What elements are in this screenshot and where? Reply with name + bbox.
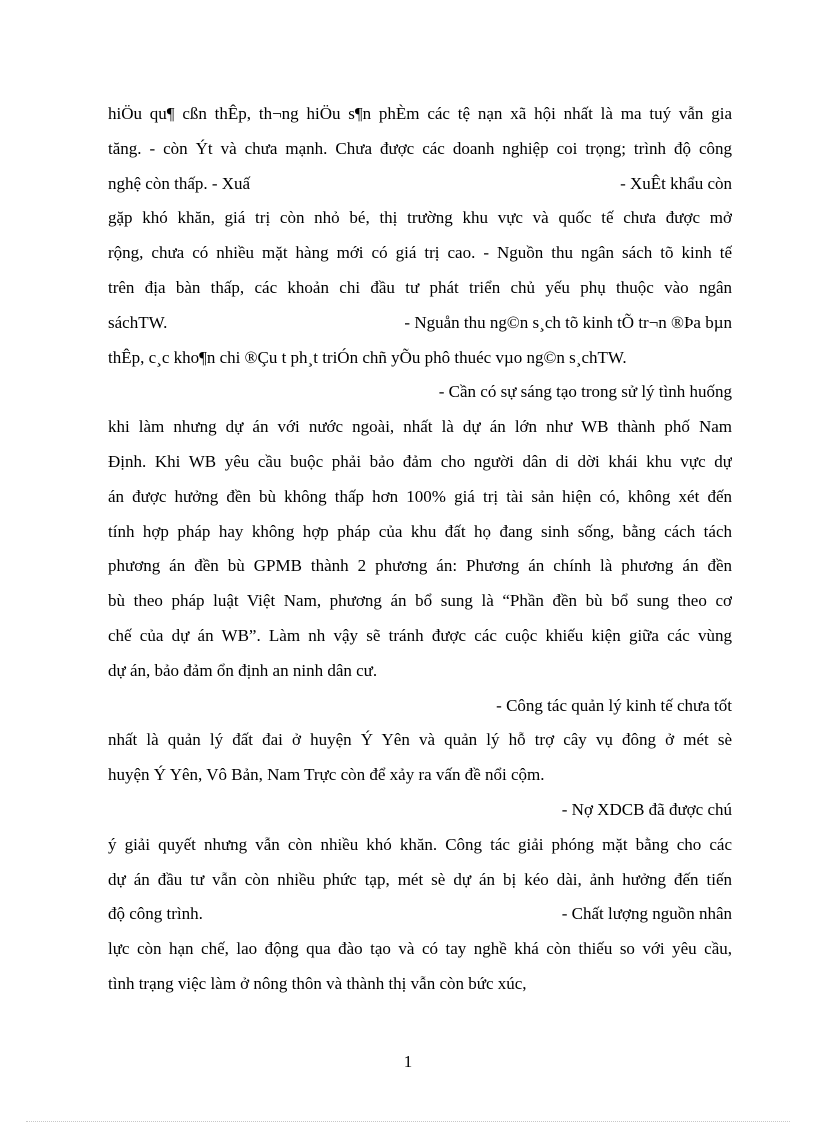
text-line: thÊp, c¸c kho¶n chi ®Çu t ph¸t triÓn chñ yÕu phô thuéc vµo ng©n s¸chTW.	[108, 348, 627, 367]
page-number: 1	[403, 1052, 413, 1071]
text-line: chế của dự án WB”. Làm nh vậy sẽ tránh được các cuộc khiếu kiện giữa các vùng	[108, 626, 732, 645]
text-line: dự án, bảo đảm ổn định an ninh dân cư.	[108, 661, 378, 680]
text-line: gặp khó khăn, giá trị còn nhỏ bé, thị trường khu vực và quốc tế chưa được mở	[108, 208, 732, 227]
text-line-tail: - Chất lượng nguồn nhân	[561, 904, 732, 923]
text-line: khi làm nhưng dự án với nước ngoài, nhất là dự án lớn như WB thành phố Nam	[108, 417, 732, 436]
text-line: tăng. - còn Ýt và chưa mạnh. Chưa được các doanh nghiệp coi trọng; trình độ công	[108, 139, 732, 158]
text-line: phương án đền bù GPMB thành 2 phương án: Phương án chính là phương án đền	[108, 556, 732, 575]
text-line: ý giải quyết nhưng vẫn còn nhiều khó khăn. Công tác giải phóng mặt bằng cho các	[108, 835, 732, 854]
text-line: lực còn hạn chế, lao động qua đào tạo và có tay nghề khá còn thiếu so với yêu cầu,	[108, 939, 732, 958]
text-line: hiÖu qu¶ cßn thÊp, th¬ng hiÖu s¶n phÈm các tệ nạn xã hội nhất là ma tuý vẫn gia	[108, 104, 732, 123]
text-line: trên địa bàn thấp, các khoản chi đầu tư phát triển chủ yếu phụ thuộc vào ngân	[108, 278, 732, 297]
text-line: tình trạng việc làm ở nông thôn và thành thị vẫn còn bức xúc,	[108, 974, 527, 993]
text-line: dự án đầu tư vẫn còn nhiều phức tạp, mét sè dự án bị kéo dài, ảnh hưởng đến tiến	[108, 870, 732, 889]
text-line: nhất là quản lý đất đai ở huyện Ý Yên và quản lý hỗ trợ cây vụ đông ở mét sè	[108, 730, 732, 749]
text-line: - Công tác quản lý kinh tế chưa tốt	[496, 696, 732, 715]
text-line-tail: - Nguån thu ng©n s¸ch tõ kinh tÕ tr¬n ®Þa bµn	[404, 313, 732, 332]
text-line: - Cần có sự sáng tạo trong sử lý tình huống	[438, 382, 732, 401]
text-line: độ công trình.	[108, 904, 203, 923]
text-line: rộng, chưa có nhiều mặt hàng mới có giá trị cao. - Nguồn thu ngân sách tõ kinh tế	[108, 243, 732, 262]
text-line: bù theo pháp luật Việt Nam, phương án bổ sung là “Phần đền bù bổ sung theo cơ	[108, 591, 732, 610]
text-line-tail: - XuÊt khẩu còn	[620, 174, 732, 193]
text-line: tính hợp pháp hay không hợp pháp của khu đất họ đang sinh sống, bằng cách tách	[108, 522, 732, 541]
text-line: nghệ còn thấp. - Xuấ	[108, 174, 251, 193]
text-line: - Nợ XDCB đã được chú	[561, 800, 732, 819]
page-border	[26, 1121, 790, 1122]
text-line: Định. Khi WB yêu cầu buộc phải bảo đảm cho người dân di dời khái khu vực dự	[108, 452, 732, 471]
text-line: án được hưởng đền bù không thấp hơn 100% giá trị tài sản hiện có, không xét đến	[108, 487, 732, 506]
text-line: huyện Ý Yên, Vô Bản, Nam Trực còn để xảy ra vấn đề nổi cộm.	[108, 765, 545, 784]
text-line: sáchTW.	[108, 313, 168, 332]
